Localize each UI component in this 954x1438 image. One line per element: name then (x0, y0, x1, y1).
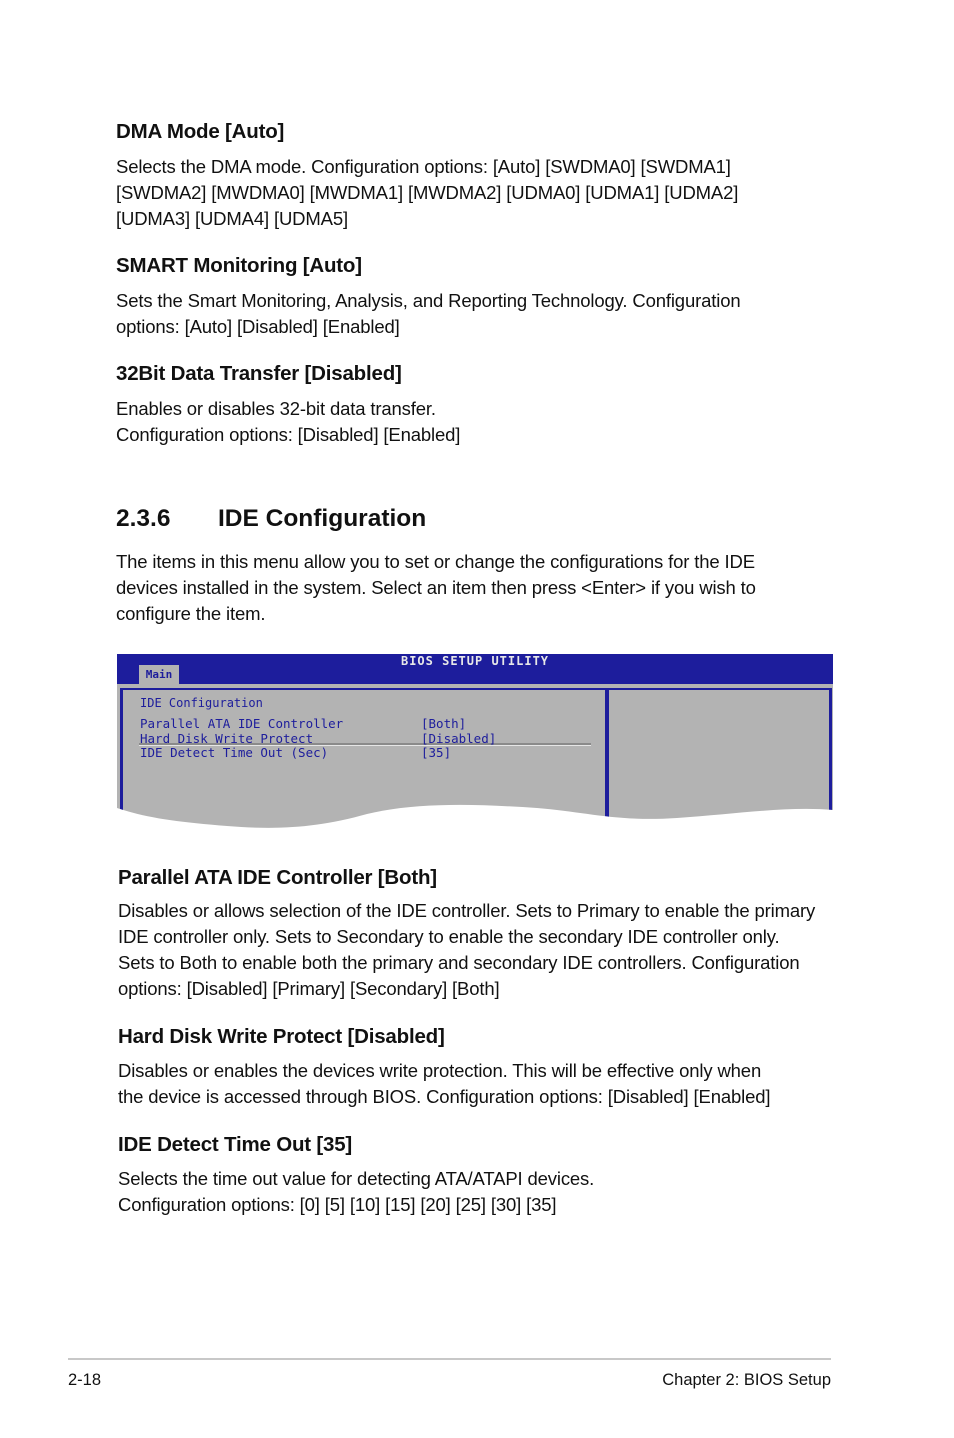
bios-item-label[interactable]: IDE Detect Time Out (Sec) (140, 745, 329, 760)
section-title: IDE Configuration (218, 505, 427, 532)
heading-smart-monitoring: SMART Monitoring [Auto] (116, 254, 362, 277)
text-line: options: [Disabled] [Primary] [Secondary] [Both] (118, 978, 500, 999)
heading-32bit-transfer: 32Bit Data Transfer [Disabled] (116, 362, 402, 385)
bios-tab-main[interactable]: Main (139, 665, 179, 684)
text-line: Enables or disables 32-bit data transfer. (116, 398, 436, 419)
text-line: configure the item. (116, 603, 266, 624)
text-line: Configuration options: [Disabled] [Enabled] (116, 424, 461, 445)
heading-detect-timeout: IDE Detect Time Out [35] (118, 1133, 353, 1156)
text-line: Sets the Smart Monitoring, Analysis, and Reporting Technology. Configuration (116, 290, 741, 311)
paragraph-parallel-ata (118, 898, 838, 1002)
bios-item-value[interactable]: [Disabled] (421, 731, 497, 746)
section-intro (116, 549, 846, 627)
text-line: the device is accessed through BIOS. Configuration options: [Disabled] [Enabled] (118, 1086, 771, 1107)
text-line: options: [Auto] [Disabled] [Enabled] (116, 316, 400, 337)
bios-item-value[interactable]: [Both] (421, 716, 467, 731)
bios-panel-title: IDE Configuration (140, 696, 263, 710)
text-line: devices installed in the system. Select an item then press <Enter> if you wish to (116, 577, 756, 598)
bios-item-label[interactable]: Parallel ATA IDE Controller (140, 716, 344, 731)
text-line: [UDMA3] [UDMA4] [UDMA5] (116, 208, 348, 229)
section-heading (116, 505, 426, 533)
paragraph-detect-timeout (118, 1166, 838, 1218)
chapter-label: Chapter 2: BIOS Setup (662, 1371, 831, 1389)
section-number: 2.3.6 (116, 505, 171, 532)
heading-parallel-ata: Parallel ATA IDE Controller [Both] (118, 866, 437, 889)
text-line: Sets to Both to enable both the primary and secondary IDE controllers. Configuration (118, 952, 800, 973)
bios-title: BIOS SETUP UTILITY (400, 654, 550, 668)
paragraph-dma-mode (116, 154, 846, 232)
text-line: IDE controller only. Sets to Secondary to enable the secondary IDE controller only. (118, 926, 780, 947)
torn-edge (117, 800, 833, 836)
text-line: Selects the DMA mode. Configuration options: [Auto] [SWDMA0] [SWDMA1] (116, 156, 731, 177)
bios-item-label[interactable]: Hard Disk Write Protect (140, 731, 314, 746)
paragraph-smart-monitoring (116, 288, 846, 340)
text-line: The items in this menu allow you to set or change the configurations for the IDE (116, 551, 755, 572)
bios-screenshot (117, 654, 833, 836)
heading-dma-mode: DMA Mode [Auto] (116, 120, 285, 143)
paragraph-write-protect (118, 1058, 838, 1110)
text-line: Disables or enables the devices write protection. This will be effective only when (118, 1060, 762, 1081)
text-line: Disables or allows selection of the IDE controller. Sets to Primary to enable the primary (118, 900, 816, 921)
bios-item-value[interactable]: [35] (421, 745, 452, 760)
footer-divider (68, 1358, 831, 1360)
bios-title-bar (117, 654, 833, 684)
text-line: [SWDMA2] [MWDMA0] [MWDMA1] [MWDMA2] [UDMA0] [UDMA1] [UDMA2] (116, 182, 739, 203)
page-number: 2-18 (68, 1371, 102, 1389)
text-line: Selects the time out value for detecting ATA/ATAPI devices. (118, 1168, 595, 1189)
paragraph-32bit-transfer (116, 396, 846, 448)
text-line: Configuration options: [0] [5] [10] [15] [20] [25] [30] [35] (118, 1194, 557, 1215)
heading-write-protect: Hard Disk Write Protect [Disabled] (118, 1025, 445, 1048)
